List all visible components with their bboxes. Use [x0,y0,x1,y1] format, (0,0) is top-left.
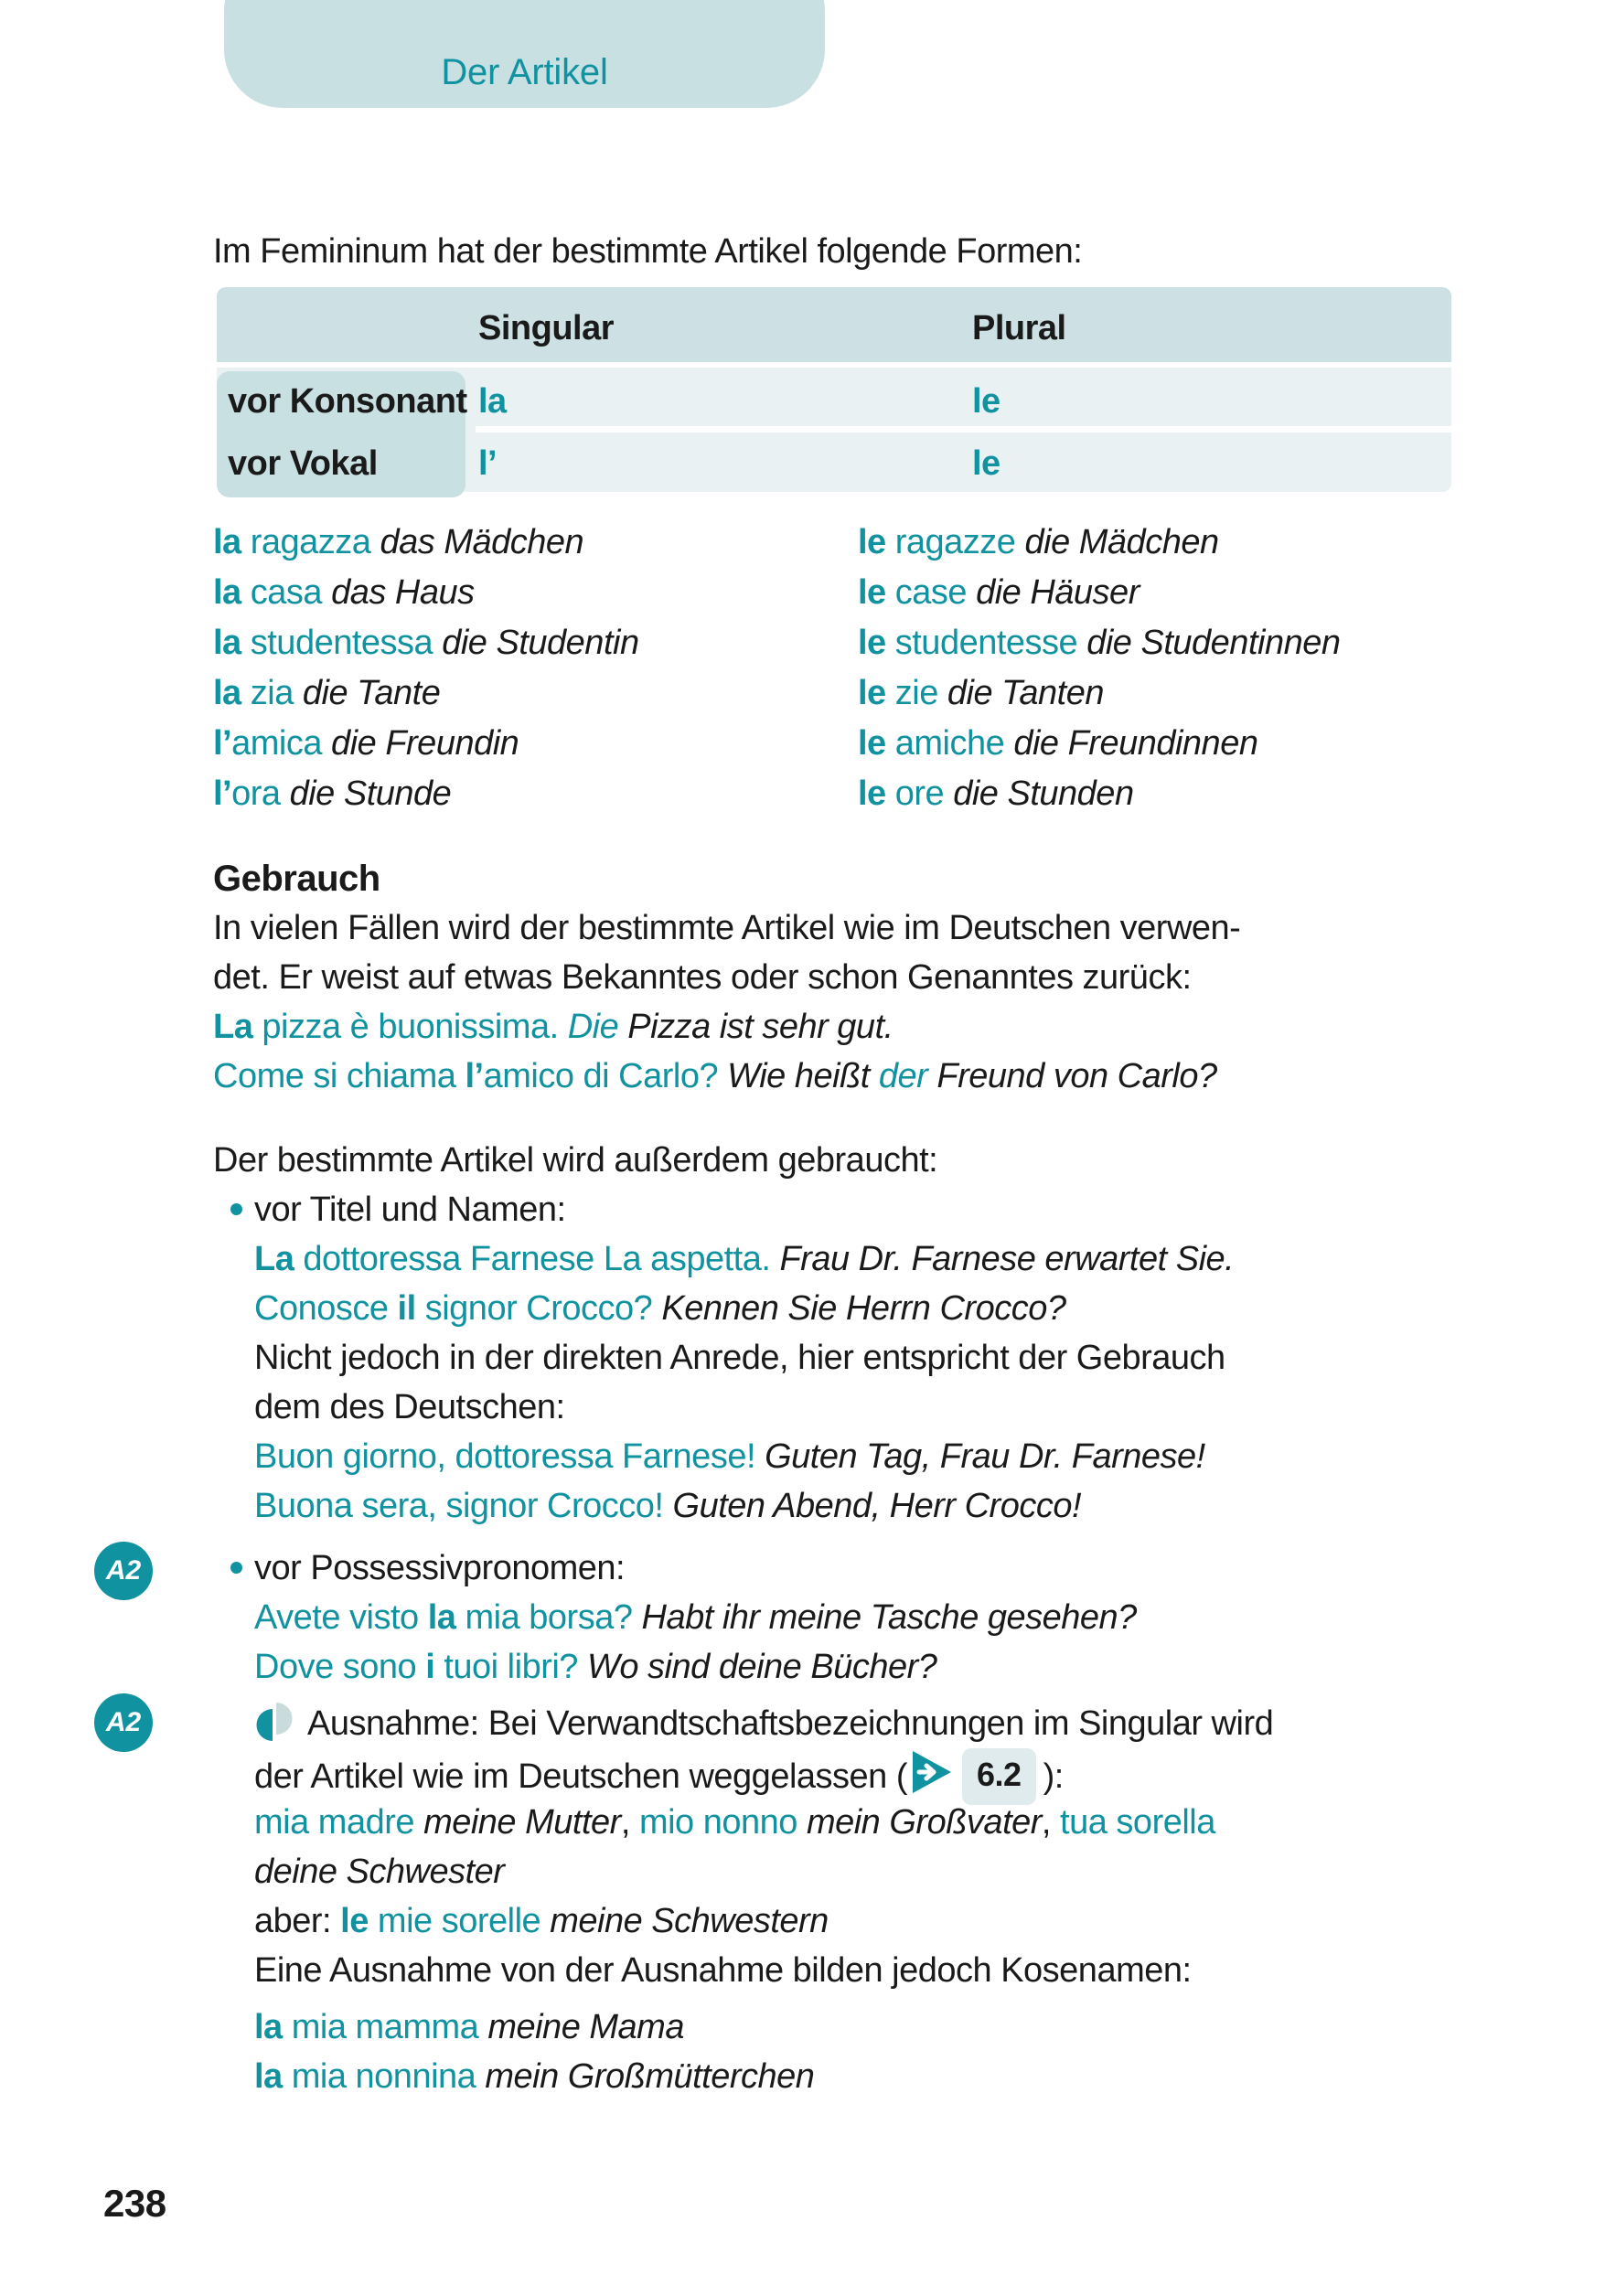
text-segment: In vielen Fällen wird der bestimmte Artikel wie im Deutschen verwen- [213,909,1241,947]
text-segment: ore [894,774,954,813]
text-line [213,1748,1451,1798]
text-segment: mein Großvater [806,1803,1042,1842]
text-segment: pizza è buonissima. [262,1008,568,1046]
text-segment: case [894,573,977,612]
text-line [213,2052,1451,2101]
text-segment: vor Possessivpronomen: [254,1549,626,1587]
text-line [213,1642,1451,1692]
text-segment: le [858,724,895,763]
text-line [213,903,1451,953]
text-segment: l’ [213,724,232,763]
table-cell: l’ [478,444,498,483]
text-line [213,1896,1451,1946]
text-segment: mie sorelle [377,1902,551,1940]
usage-details [213,1136,1451,2101]
text-segment: la [213,573,251,612]
text-line [213,1052,1451,1101]
text-line [213,668,858,719]
text-line [213,1432,1451,1481]
text-segment: l’ [213,774,232,813]
text-segment: Come si chiama [213,1057,465,1095]
text-line [213,719,858,769]
text-segment: le [858,523,895,561]
text-segment: mia madre [254,1803,424,1842]
text-segment: meine Mutter [423,1803,621,1842]
text-segment: la [213,674,251,712]
column-header-plural: Plural [972,309,1066,347]
text-segment: ragazza [250,523,380,561]
text-segment: der Artikel wie im Deutschen weggelassen ( [254,1757,908,1796]
text-segment: Conosce [254,1289,398,1328]
text-segment: Habt ihr meine Tasche gesehen? [641,1598,1137,1637]
text-segment: le [858,624,895,662]
text-segment: Buona sera, signor Crocco! [254,1487,673,1525]
example-list [213,518,1451,819]
page-content [213,227,1451,2101]
usage-paragraph [213,903,1451,1101]
text-segment: la [254,2008,292,2046]
table-cell: le [972,382,1000,421]
text-segment: Der bestimmte Artikel wird außerdem gebraucht: [213,1141,938,1180]
text-segment: studentesse [894,624,1087,662]
text-segment: tuoi libri? [444,1648,587,1686]
text-line [213,1699,1451,1748]
text-segment: dem des Deutschen: [254,1388,565,1426]
text-segment: det. Er weist auf etwas Bekanntes oder schon Genanntes zurück: [213,958,1192,997]
text-line [858,518,1451,568]
article-forms-table [217,287,1451,492]
section-heading: Gebrauch [213,859,380,899]
text-segment: casa [250,573,332,612]
text-line [213,2002,1451,2052]
text-line [858,668,1451,719]
text-segment: Wie heißt [727,1057,879,1095]
text-segment: amiche [894,724,1014,763]
text-segment: das Haus [331,573,475,612]
text-segment: die Studentinnen [1086,624,1341,662]
text-line [213,618,858,668]
text-segment: tua sorella [1060,1803,1215,1842]
text-segment: die Studentin [442,624,639,662]
text-segment: la [213,624,251,662]
text-line [213,1383,1451,1432]
text-line [213,518,858,568]
text-segment: le [858,674,895,712]
text-line [213,1946,1451,1995]
table-cell: le [972,444,1000,483]
table-header-row [217,287,1451,362]
text-segment: die Häuser [976,573,1140,612]
text-line [858,769,1451,819]
text-segment: Nicht jedoch in der direkten Anrede, hier entspricht der Gebrauch [254,1339,1225,1377]
row-divider [476,426,1451,433]
text-segment: zie [894,674,947,712]
example-column-plural [858,518,1451,819]
text-segment: Ausnahme: Bei Verwandtschaftsbezeichnungen im Singular wird [307,1704,1274,1743]
text-segment: l’ [465,1057,484,1095]
text-segment: il [397,1289,425,1328]
text-line [213,1136,1451,1185]
text-line [213,1333,1451,1383]
table-cell: la [478,382,507,421]
text-segment: meine Mama [487,2008,684,2046]
text-segment: Wo sind deine Bücher? [587,1648,937,1686]
text-segment: , [1041,1803,1061,1842]
text-segment: der [878,1057,937,1095]
text-segment: Die [567,1008,628,1046]
column-header-singular: Singular [478,309,615,347]
level-badge: A2 [94,1542,153,1600]
text-segment: Dove sono [254,1648,426,1686]
text-segment: Pizza ist sehr gut. [627,1008,893,1046]
text-line [213,1593,1451,1642]
text-segment: mio nonno [638,1803,807,1842]
text-segment: la [213,523,251,561]
text-segment: La [254,1240,304,1278]
text-line [213,1284,1451,1333]
text-line [213,1847,1451,1896]
text-segment: die Freundinnen [1013,724,1258,763]
text-segment: vor Titel und Namen: [254,1191,566,1229]
text-line [213,1481,1451,1531]
text-segment: die Tante [302,674,441,712]
text-segment: studentessa [250,624,443,662]
section-ref-badge: 6.2 [962,1748,1036,1805]
text-segment: Avete visto [254,1598,428,1637]
text-segment: dottoressa Farnese La aspetta. [303,1240,780,1278]
text-segment: die Freundin [331,724,519,763]
text-line [213,1234,1451,1284]
text-segment: la [427,1598,465,1637]
text-segment: mia borsa? [465,1598,642,1637]
text-segment: Eine Ausnahme von der Ausnahme bilden jedoch Kosenamen: [254,1951,1192,1990]
chapter-tab [224,0,825,108]
text-segment: Guten Abend, Herr Crocco! [672,1487,1082,1525]
text-line [213,769,858,819]
intro-text: Im Femininum hat der bestimmte Artikel folgende Formen: [213,232,1083,271]
text-segment: die Stunde [289,774,452,813]
text-segment: amico di Carlo? [483,1057,728,1095]
text-segment: amica [231,724,332,763]
example-column-singular [213,518,858,819]
level-badge: A2 [94,1693,153,1752]
text-segment: i [425,1648,444,1686]
text-segment: la [254,2057,292,2096]
row-label: vor Vokal [228,444,378,483]
text-segment: die Mädchen [1024,523,1219,561]
text-segment: deine Schwester [254,1853,505,1891]
table-body [217,368,1451,492]
text-segment: aber: [254,1902,341,1940]
text-line [858,568,1451,618]
text-line [213,1002,1451,1052]
text-line [213,568,858,618]
text-segment: das Mädchen [380,523,584,561]
text-segment: ragazze [894,523,1025,561]
text-segment: le [858,573,895,612]
text-line [858,618,1451,668]
text-segment: signor Crocco? [424,1289,662,1328]
text-segment: mia mamma [291,2008,488,2046]
text-line [213,1798,1451,1847]
text-segment: ): [1043,1757,1064,1796]
text-segment: Frau Dr. Farnese erwartet Sie. [779,1240,1235,1278]
text-segment: zia [250,674,303,712]
text-segment: le [340,1902,378,1940]
text-segment: meine Schwestern [550,1902,829,1940]
text-segment: Guten Tag, Frau Dr. Farnese! [765,1437,1205,1476]
text-segment: Kennen Sie Herrn Crocco? [661,1289,1066,1328]
row-label: vor Konsonant [228,382,467,421]
text-segment: La [213,1008,262,1046]
text-line [213,1185,1451,1234]
text-line [858,719,1451,769]
text-segment: Freund von Carlo? [936,1057,1217,1095]
text-segment: die Stunden [953,774,1134,813]
text-segment: Buon giorno, dottoressa Farnese! [254,1437,765,1476]
text-segment: ora [231,774,290,813]
text-segment: die Tanten [947,674,1104,712]
chapter-title: Der Artikel [441,52,608,92]
text-line [213,953,1451,1002]
text-line [213,1543,1451,1593]
text-segment: , [620,1803,639,1842]
text-segment: mein Großmütterchen [485,2057,815,2096]
page-number: 238 [103,2182,166,2225]
text-segment: le [858,774,895,813]
text-segment: mia nonnina [291,2057,486,2096]
